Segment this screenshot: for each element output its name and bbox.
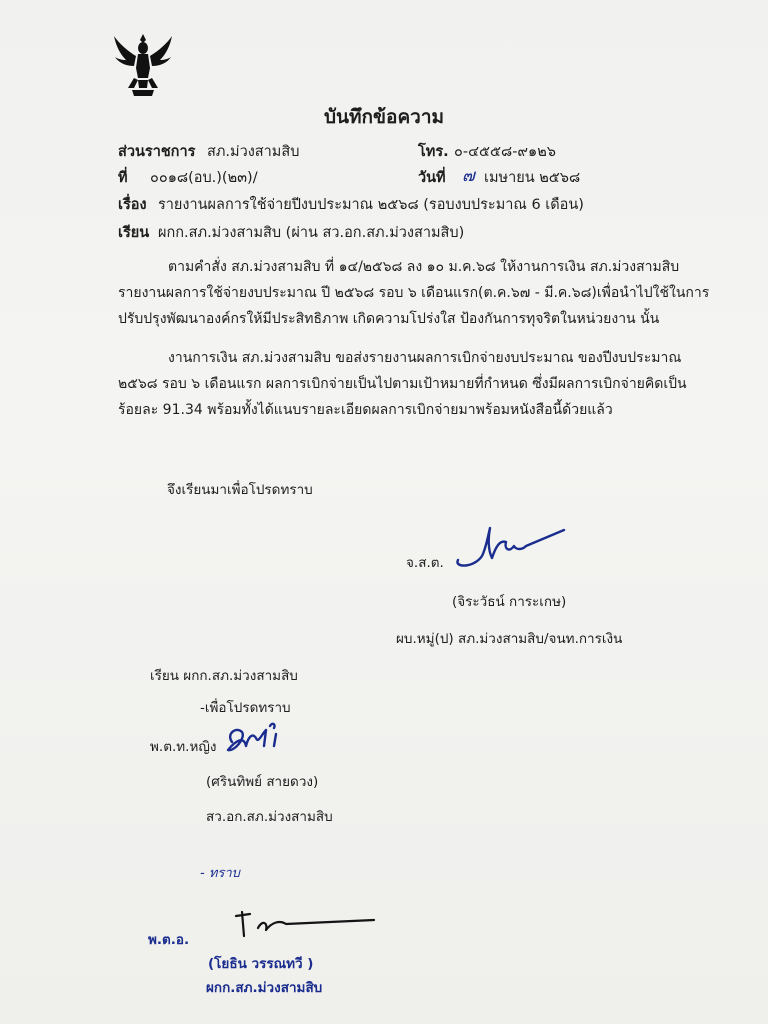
memo-title: บันทึกข้อความ [323,106,445,128]
paragraph-line: ปรับปรุงพัฒนาองค์กรให้มีประสิทธิภาพ เกิดความโปร่งใส ป้องกันการทุจริตในหน่วยงาน นั้น [118,311,660,327]
endorse1-note: -เพื่อโปรดทราบ [200,700,291,716]
paragraph-line: งานการเงิน สภ.ม่วงสามสิบ ขอส่งรายงานผลการเบิกจ่ายงบประมาณ ของปีงบประมาณ [168,350,682,366]
date-day-handwritten: ๗ [462,166,475,186]
to-label: เรียน [118,225,150,241]
paragraph-line: ตามคำสั่ง สภ.ม่วงสามสิบ ที่ ๑๔/๒๕๖๘ ลง ๑๐ ม.ค.๖๘ ให้งานการเงิน สภ.ม่วงสามสิบ [168,259,680,275]
to-value: ผกก.สภ.ม่วงสามสิบ (ผ่าน สว.อก.สภ.ม่วงสามสิบ) [158,225,465,241]
endorse1-to: เรียน ผกก.สภ.ม่วงสามสิบ [150,668,298,684]
signature-2 [222,716,292,762]
doc-no-label: ที่ [118,170,128,186]
paragraph-1 [118,254,710,332]
subject-value: รายงานผลการใช้จ่ายปีงบประมาณ ๒๕๖๘ (รอบงบประมาณ 6 เดือน) [158,197,584,213]
date-label: วันที่ [418,170,446,186]
dept-value: สภ.ม่วงสามสิบ [207,144,300,160]
endorse2-note-handwritten: - ทราบ [200,866,240,881]
doc-no-value: ๐๐๑๘(อบ.)(๒๓)/ [150,170,258,186]
dept-label: ส่วนราชการ [118,144,196,160]
endorse1-rank: พ.ต.ท.หญิง [150,739,217,755]
closing-line: จึงเรียนมาเพื่อโปรดทราบ [167,482,313,498]
tel-label: โทร. [418,144,449,160]
signer1-position: ผบ.หมู่(ป) สภ.ม่วงสามสิบ/จนท.การเงิน [396,631,623,647]
endorse2-position: ผกก.สภ.ม่วงสามสิบ [206,980,323,996]
endorse1-name: (ศรินทิพย์ สายดวง) [206,774,319,790]
endorse2-name: (โยธิน วรรณทวี ) [208,956,314,972]
signature-1 [452,516,574,572]
signature-3 [228,898,378,944]
paragraph-2 [118,345,687,423]
garuda-emblem-icon [112,32,174,98]
signer1-name: (จิระวัธน์ การะเกษ) [452,594,567,610]
subject-label: เรื่อง [118,197,147,213]
paragraph-line: ๒๕๖๘ รอบ ๖ เดือนแรก ผลการเบิกจ่ายเป็นไปตามเป้าหมายที่กำหนด ซึ่งมีผลการเบิกจ่ายคิดเป็น [118,376,687,392]
signer1-rank: จ.ส.ต. [406,555,444,571]
endorse1-position: สว.อก.สภ.ม่วงสามสิบ [206,809,333,825]
paragraph-line: ร้อยละ 91.34 พร้อมทั้งได้แนบรายละเอียดผลการเบิกจ่ายมาพร้อมหนังสือนี้ด้วยแล้ว [118,402,613,418]
paragraph-line: รายงานผลการใช้จ่ายงบประมาณ ปี ๒๕๖๘ รอบ ๖ เดือนแรก(ต.ค.๖๗ - มี.ค.๖๘)เพื่อนำไปใช้ในการ [118,285,710,301]
endorse2-rank: พ.ต.อ. [148,932,190,948]
tel-value: ๐-๔๕๕๘-๙๑๒๖ [454,144,557,160]
date-value: เมษายน ๒๕๖๘ [484,170,581,186]
